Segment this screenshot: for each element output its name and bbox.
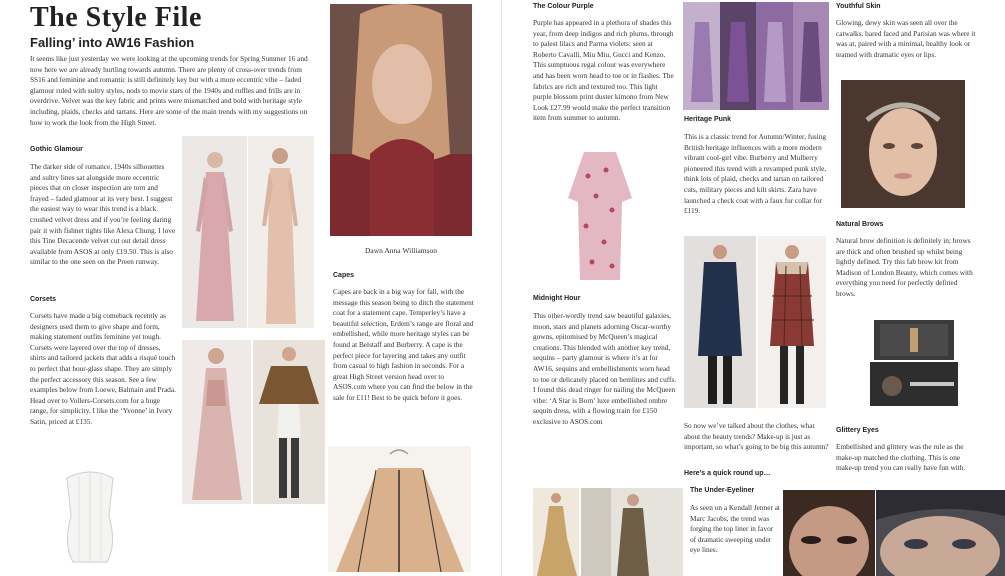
- magazine-title: The Style File: [30, 2, 202, 33]
- camel-cape-product-photo: [328, 446, 471, 572]
- corsets-heading: Corsets: [30, 296, 57, 303]
- gothic-glamour-text: The darker side of romance, 1940s silhouettes and sultry lines sat alongside more eccentric pieces that on closer inspection are torn and frayed – faded glamour at its very best. I suggest the easiest way to wear this trend is a black crushed velvet dress and if you’re feeling daring pair it with fishnet tights like Alexa Chung. I love this Tine Decacende velvet cut out detail dress available from ASOS at only £19.50. This is also similar to the one seen on the Preen runway.: [30, 162, 176, 267]
- author-portrait-photo: [330, 4, 472, 236]
- midnight-hour-text: This other-wordly trend saw beautiful galaxies, moon, stars and planets adorning Oscar-worthy gowns, epitomised by McQueen’s magical creations. This blended with another key trend, sequins – party glamour is where it’s at for AW16, sequins and embellishments worn head to toe or delicately placed on hemlines and cuffs. I found this dead ringer for nailing the McQueen vibe: ‘A Star is Born’ luxe embellished ombre sequin dress, with a flowing train for £150 exclusive to ASOS.com: [533, 311, 677, 426]
- kendall-eyeliner-photo: [783, 490, 875, 576]
- runway-brown-corset-photo: [253, 340, 325, 504]
- glittery-eyes-heading: Glittery Eyes: [836, 427, 879, 434]
- colour-purple-heading: The Colour Purple: [533, 3, 594, 10]
- corsets-text: Corsets have made a big comeback recently as designers used them to give shape and form, making statement outfits feminine yet tough. Corsets were layered over the top of dresses, shirts and tailored jackets that adds a risqué touch to perfect that hour-glass shape. They are simply the perfect accessory this season. See a few examples below from Loewe, Balmain and Prada. Head over to Vollers-Corsets.com for a huge range, for simplicity. I like the ‘Yvonne’ in Ivory Satin, priced at £135.: [30, 311, 176, 426]
- glittery-eyes-text: Embellished and glittery was the rule as the make-up matched the clothing. This is one make-up trend you can really have fun with.: [836, 442, 966, 473]
- brow-kit-product-photo: [860, 310, 968, 410]
- under-eyeliner-heading: The Under-Eyeliner: [690, 487, 755, 494]
- colour-purple-text: Purple has appeared in a plethora of shades this year, from deep indigos and rich plums, through to palest lilacs and Parma violets: seen at Roberto Cavalli, Miu Miu, Gucci and Kenzo. This sumptuous regal colour was everywhere and has been worn head to toe or in flashes. The fabrics are rich and textured too. This light purple blossom print duster kimono from New Look £27.99 would make the perfect transition item from summer to autumn.: [533, 18, 674, 123]
- runway-pink-velvet-photo: [182, 136, 247, 328]
- intro-paragraph: It seems like just yesterday we were looking at the upcoming trends for Spring Summer 16 and now here we are already hurtling towards autumn. There are plenty of cross-over trends from SS16 and feminine and romantic is still definitely key but with a more eccentric vibe – faded glamour ruled with sultry styles, nods to movie stars of the 1940s and ruffles and frills are in overdrive. Velvet was the key fabric and prints were mismatched and bold with heritage style including, plaids, checks and tartans. Here are some of the main trends with my suggestions on how to work the look from the High Street.: [30, 54, 308, 127]
- runway-corset-gown-photo: [182, 340, 251, 504]
- youthful-skin-text: Glowing, dewy skin was seen all over the catwalks, bared faced and Parisian was where it was at, paired with a minimal, healthy look or teamed with dramatic eyes or lips.: [836, 18, 976, 59]
- natural-brows-heading: Natural Brows: [836, 221, 884, 228]
- midnight-hour-heading: Midnight Hour: [533, 295, 581, 302]
- round-up-heading: Here’s a quick round up…: [684, 470, 771, 477]
- check-coat-product-photo: [758, 236, 826, 408]
- glitter-eyes-photo: [876, 490, 1005, 576]
- gothic-glamour-heading: Gothic Glamour: [30, 146, 83, 153]
- capes-text: Capes are back in a big way for fall, with the message this season being to ditch the statement coat for a statement cape. Temperley’s have a beautiful selection, Erdem’s range are floral and embellished, while more heritage styles can be found at Belstaff and Burberry. A cape is the perfect piece for layering and takes any outfit from casual to high fashion in seconds. For a great High Street version head over to ASOS.com where you can find the below in the sale for £11! Best to be quick before it goes.: [333, 287, 474, 402]
- gold-sequin-gown-photo: [533, 488, 579, 576]
- page-subtitle: Falling’ into AW16 Fashion: [30, 35, 195, 50]
- navy-coat-runway-photo: [684, 236, 756, 408]
- under-eyeliner-text: As seen on a Kendall Jenner at Marc Jacobs, the trend was forging the top liner in favor of dramatic sweeping under eye lines.: [690, 503, 780, 555]
- capes-heading: Capes: [333, 272, 355, 279]
- heritage-punk-text: This is a classic trend for Autumn/Winter, fusing British heritage influences with a more modern vibrant cool-girl vibe. Burberry and Mulberry pioneered this trend with a revamped punk style, think lots of plaid, checks and tartan on tailored cuts, military pieces and kilt skirts. Zara have launched a check coat with a faux fur collar for £119.: [684, 132, 827, 216]
- youthful-skin-heading: Youthful Skin: [836, 3, 881, 10]
- natural-brows-text: Natural brow definition is definitely in; brows are thick and often brushed up whilst being lightly defined. Try this fab brow kit from Madison of London Beauty, which comes with everything you need for perfectly defined brows.: [836, 236, 973, 298]
- purple-runway-photo: [683, 2, 829, 110]
- youthful-skin-model-photo: [841, 80, 965, 208]
- mcqueen-runway-photo: [581, 488, 683, 576]
- portrait-caption: Dawn Anna Williamson: [364, 246, 438, 255]
- white-corset-product-photo: [55, 464, 125, 568]
- runway-nude-dress-photo: [248, 136, 314, 328]
- heritage-punk-heading: Heritage Punk: [684, 116, 732, 123]
- beauty-intro-text: So now we’ve talked about the clothes, what about the beauty trends? Make-up is just as important, so what’s going to be big this autumn?: [684, 421, 829, 452]
- purple-kimono-product-photo: [566, 146, 634, 284]
- spread-fold: [501, 0, 502, 576]
